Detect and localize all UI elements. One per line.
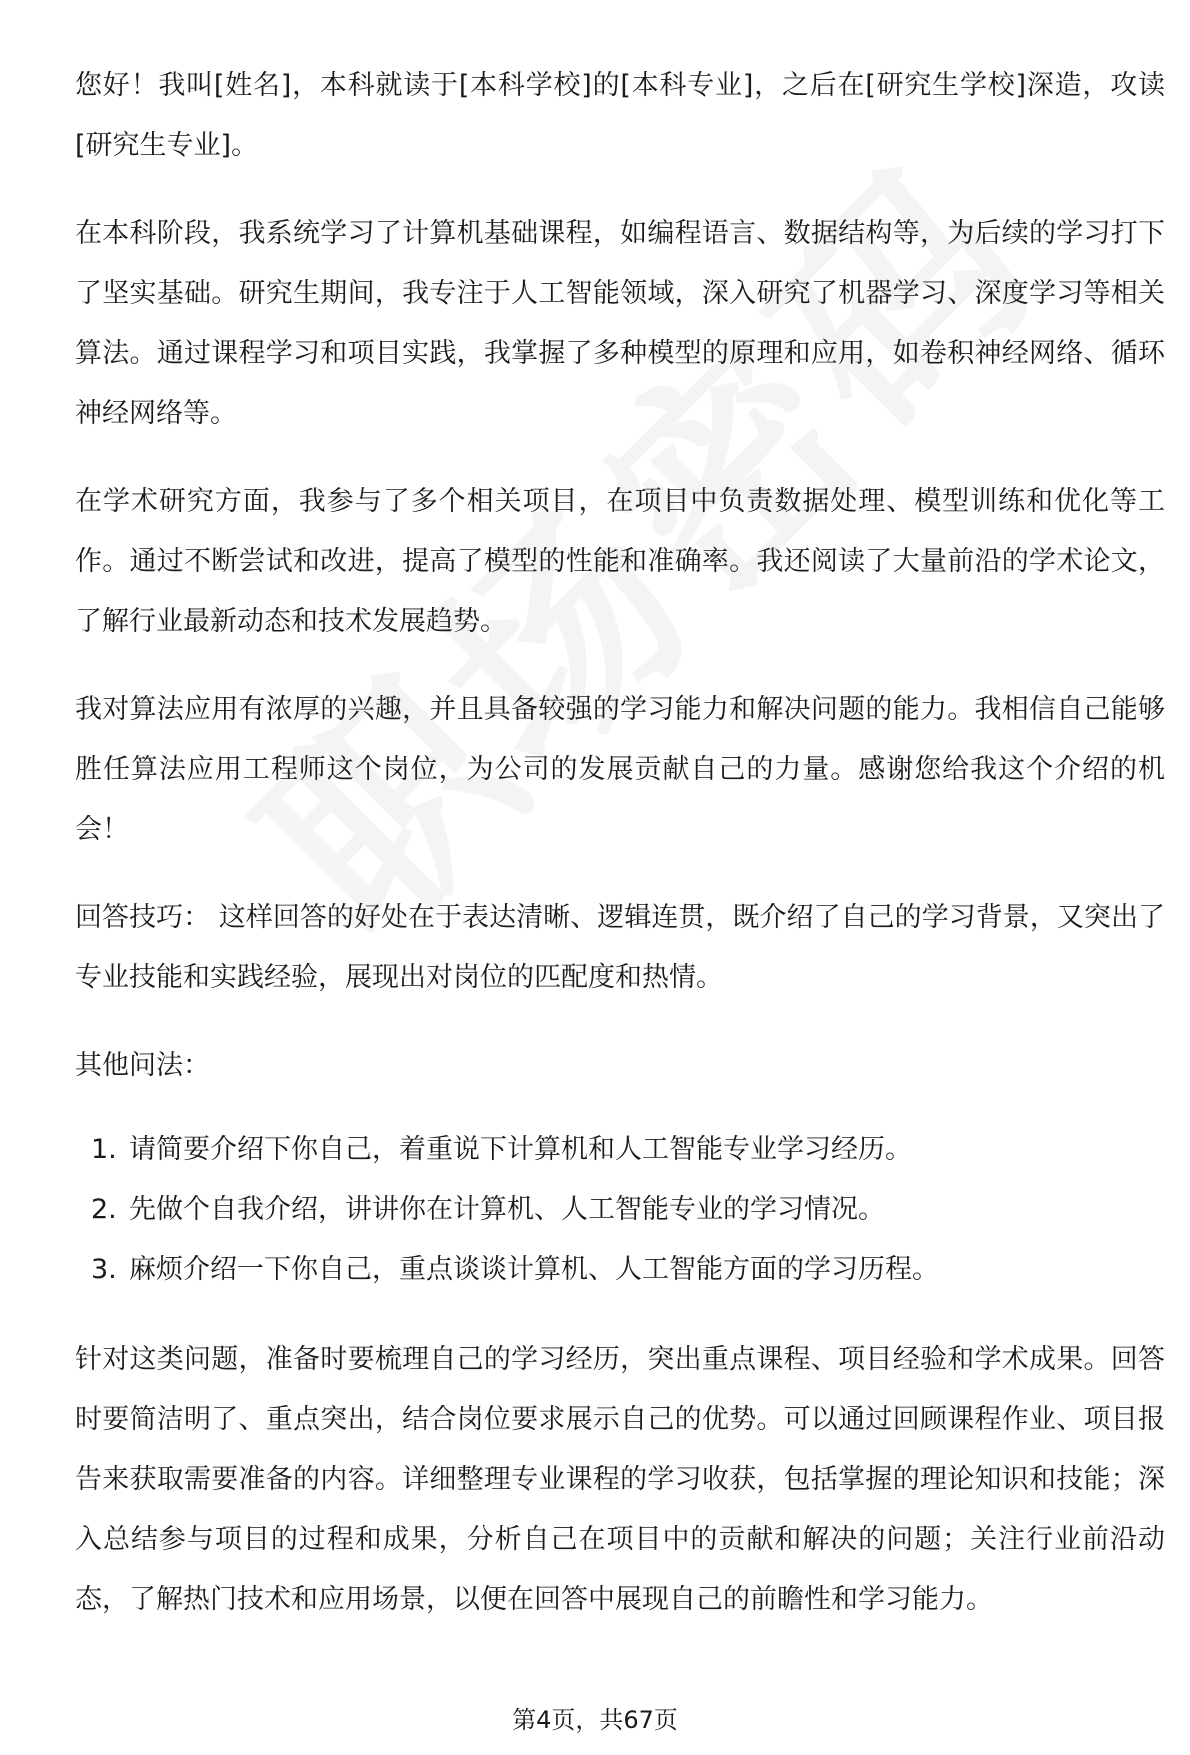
- list-item: [75, 1180, 1165, 1240]
- list-item-number: 2.: [91, 1194, 117, 1225]
- list-item-text: 先做个自我介绍，讲讲你在计算机、人工智能专业的学习情况。: [129, 1194, 885, 1225]
- alt-questions-list: [75, 1120, 1165, 1300]
- study-paragraph: 在本科阶段，我系统学习了计算机基础课程，如编程语言、数据结构等，为后续的学习打下了坚实基础。研究生期间，我专注于人工智能领域，深入研究了机器学习、深度学习等相关算法。通过课程学习和项目实践，我掌握了多种模型的原理和应用，如卷积神经网络、循环神经网络等。: [75, 218, 1165, 429]
- list-item: [75, 1120, 1165, 1180]
- tips-paragraph: 回答技巧： 这样回答的好处在于表达清晰、逻辑连贯，既介绍了自己的学习背景，又突出了专业技能和实践经验，展现出对岗位的匹配度和热情。: [75, 902, 1165, 993]
- interest-paragraph: 我对算法应用有浓厚的兴趣，并且具备较强的学习能力和解决问题的能力。我相信自己能够胜任算法应用工程师这个岗位，为公司的发展贡献自己的力量。感谢您给我这个介绍的机会！: [75, 694, 1165, 845]
- list-item-number: 3.: [91, 1254, 117, 1285]
- research-paragraph: 在学术研究方面，我参与了多个相关项目，在项目中负责数据处理、模型训练和优化等工作。通过不断尝试和改进，提高了模型的性能和准确率。我还阅读了大量前沿的学术论文，了解行业最新动态和技术发展趋势。: [75, 486, 1165, 637]
- advice-paragraph: 针对这类问题，准备时要梳理自己的学习经历，突出重点课程、项目经验和学术成果。回答时要简洁明了、重点突出，结合岗位要求展示自己的优势。可以通过回顾课程作业、项目报告来获取需要准备的内容。详细整理专业课程的学习收获，包括掌握的理论知识和技能；深入总结参与项目的过程和成果，分析自己在项目中的贡献和解决的问题；关注行业前沿动态，了解热门技术和应用场景，以便在回答中展现自己的前瞻性和学习能力。: [75, 1344, 1165, 1615]
- list-item-number: 1.: [91, 1134, 117, 1165]
- page-footer: [0, 1700, 1190, 1735]
- intro-paragraph: 您好！我叫[姓名]，本科就读于[本科学校]的[本科专业]，之后在[研究生学校]深造，攻读[研究生专业]。: [75, 70, 1165, 161]
- other-questions-heading: 其他问法：: [75, 1050, 210, 1081]
- list-item-text: 麻烦介绍一下你自己，重点谈谈计算机、人工智能方面的学习历程。: [129, 1254, 939, 1285]
- list-item-text: 请简要介绍下你自己，着重说下计算机和人工智能专业学习经历。: [129, 1134, 912, 1165]
- page-number: 第4页，共67页: [512, 1706, 678, 1734]
- document-body: [75, 56, 1165, 1658]
- list-item: [75, 1240, 1165, 1300]
